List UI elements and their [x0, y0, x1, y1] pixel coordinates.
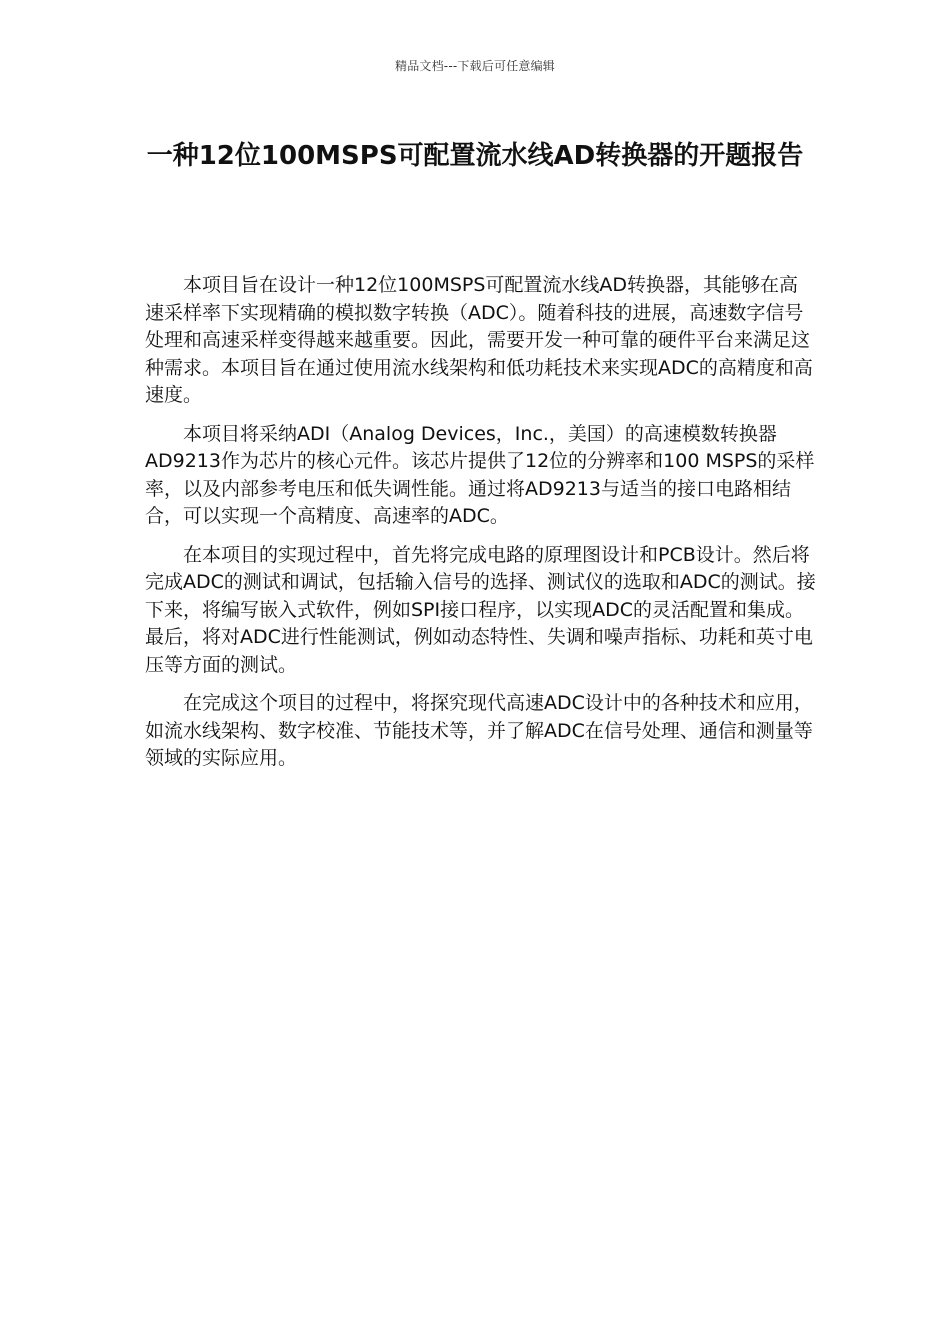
document-title: 一种12位100MSPS可配置流水线AD转换器的开题报告: [146, 141, 804, 171]
page-header-watermark: 精品文档---下载后可任意编辑: [395, 59, 555, 73]
body-paragraph-3: 在本项目的实现过程中，首先将完成电路的原理图设计和PCB设计。然后将完成ADC的测试和调试，包括输入信号的选择、测试仪的选取和ADC的测试。接下来，将编写嵌入式软件，例如SPI接口程序，以实现ADC的灵活配置和集成。最后，将对ADC进行性能测试，例如动态特性、失调和噪声指标、功耗和英寸电压等方面的测试。: [145, 543, 816, 676]
body-paragraph-4: 在完成这个项目的过程中，将探究现代高速ADC设计中的各种技术和应用，如流水线架构、数字校准、节能技术等，并了解ADC在信号处理、通信和测量等领域的实际应用。: [145, 692, 813, 769]
body-paragraph-2: 本项目将采纳ADI（Analog Devices，Inc.，美国）的高速模数转换器AD9213作为芯片的核心元件。该芯片提供了12位的分辨率和100 MSPS的采样率，以及内部参考电压和低失调性能。通过将AD9213与适当的接口电路相结合，可以实现一个高精度、高速率的ADC。: [145, 422, 815, 527]
body-paragraph-1: 本项目旨在设计一种12位100MSPS可配置流水线AD转换器，其能够在高速采样率下实现精确的模拟数字转换（ADC）。随着科技的进展，高速数字信号处理和高速采样变得越来越重要。因此，需要开发一种可靠的硬件平台来满足这种需求。本项目旨在通过使用流水线架构和低功耗技术来实现ADC的高精度和高速度。: [145, 274, 813, 406]
document-body: [145, 272, 817, 784]
